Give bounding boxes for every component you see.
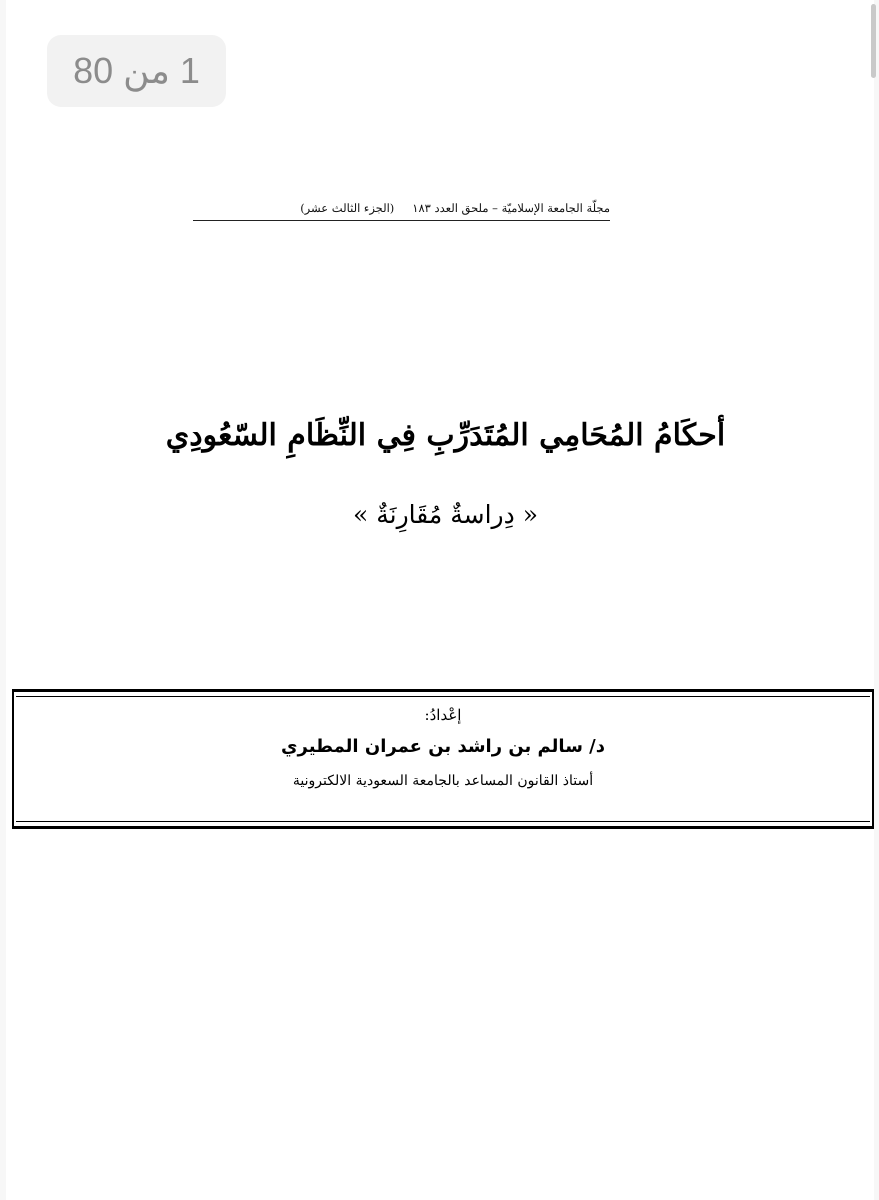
vertical-scrollbar[interactable]	[867, 0, 879, 1200]
author-box	[12, 689, 874, 829]
paper-title: أحكَامُ المُحَامِي المُتَدَرِّبِ فِي النِّظَامِ السّعُودِي	[165, 418, 726, 453]
scrollbar-thumb[interactable]	[871, 4, 876, 78]
author-name: د/ سالم بن راشد بن عمران المطيري	[281, 736, 605, 757]
page-counter-badge: 1 من 80	[47, 35, 226, 107]
running-header	[193, 196, 610, 221]
prepared-by-label: إعْدادُ:	[424, 706, 462, 724]
document-page	[6, 0, 874, 1200]
journal-part: (الجزء الثالث عشر)	[300, 201, 395, 215]
paper-subtitle: « دِراسةٌ مُقَارِنَةٌ »	[352, 500, 539, 529]
journal-title: مجلّة الجامعة الإسلاميّة – ملحق العدد ١٨٣	[412, 201, 610, 215]
author-role: أستاذ القانون المساعد بالجامعة السعودية الالكترونية	[292, 773, 594, 789]
